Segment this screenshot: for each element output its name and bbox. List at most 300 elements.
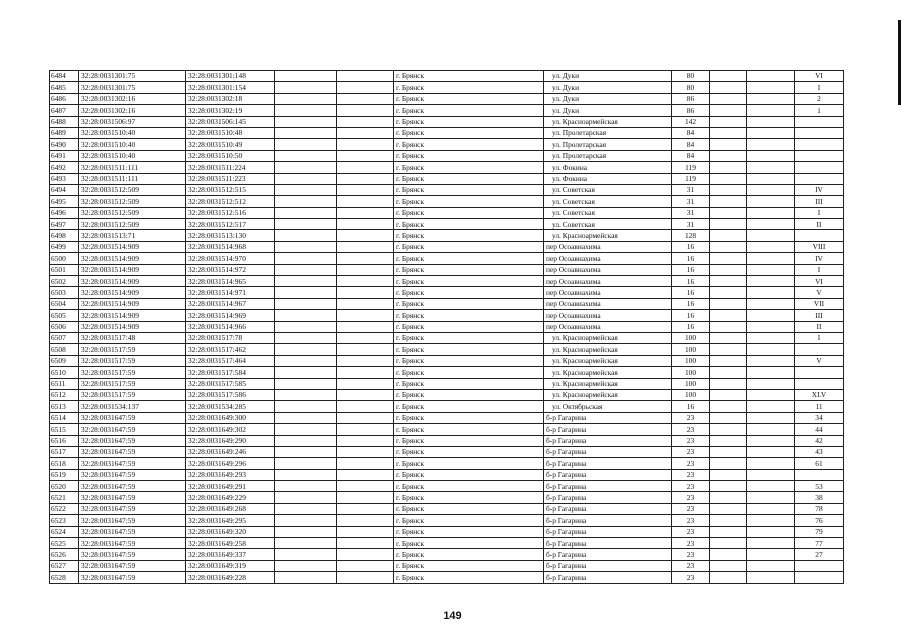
- cell-city: г. Брянск: [394, 492, 544, 503]
- table-row: [50, 310, 844, 321]
- table-row: [50, 412, 844, 423]
- cell-extra: V: [795, 355, 844, 366]
- cell-street: б-р Гагарина: [544, 572, 672, 583]
- cell-city: г. Брянск: [394, 287, 544, 298]
- cell-empty: [275, 424, 337, 435]
- cell-house: 23: [672, 412, 710, 423]
- table-row: [50, 492, 844, 503]
- cell-empty: [337, 253, 394, 264]
- cell-empty: [747, 264, 795, 275]
- cell-num: 6507: [50, 332, 79, 343]
- cell-city: г. Брянск: [394, 184, 544, 195]
- scan-edge-mark: [898, 20, 901, 105]
- cell-parent: 32:28:0031647:59: [79, 435, 186, 446]
- cell-city: г. Брянск: [394, 458, 544, 469]
- cell-city: г. Брянск: [394, 549, 544, 560]
- cell-house: 84: [672, 150, 710, 161]
- cell-street: ул. Красноармейская: [544, 332, 672, 343]
- table-row: [50, 378, 844, 389]
- cell-empty: [747, 367, 795, 378]
- cell-empty: [747, 549, 795, 560]
- cell-cad: 32:28:0031534:285: [186, 401, 275, 412]
- cell-empty: [337, 355, 394, 366]
- cell-empty: [747, 162, 795, 173]
- table-row: [50, 230, 844, 241]
- cell-city: г. Брянск: [394, 196, 544, 207]
- cell-street: пер Осоавиахима: [544, 321, 672, 332]
- cell-empty: [710, 560, 747, 571]
- cell-parent: 32:28:0031647:59: [79, 446, 186, 457]
- table-row: [50, 162, 844, 173]
- cell-num: 6505: [50, 310, 79, 321]
- cell-parent: 32:28:0031302:16: [79, 93, 186, 104]
- cell-parent: 32:28:0031514:909: [79, 310, 186, 321]
- cell-city: г. Брянск: [394, 503, 544, 514]
- cell-city: г. Брянск: [394, 332, 544, 343]
- cell-empty: [337, 332, 394, 343]
- cell-empty: [747, 469, 795, 480]
- cell-empty: [275, 276, 337, 287]
- cell-parent: 32:28:0031302:16: [79, 105, 186, 116]
- cell-empty: [710, 321, 747, 332]
- cell-city: г. Брянск: [394, 276, 544, 287]
- cell-parent: 32:28:0031514:909: [79, 241, 186, 252]
- cell-city: г. Брянск: [394, 412, 544, 423]
- table-row: [50, 515, 844, 526]
- cell-empty: [337, 196, 394, 207]
- cell-street: б-р Гагарина: [544, 560, 672, 571]
- cell-house: 119: [672, 173, 710, 184]
- cell-empty: [747, 150, 795, 161]
- cell-empty: [747, 287, 795, 298]
- cell-num: 6500: [50, 253, 79, 264]
- cell-empty: [337, 446, 394, 457]
- cell-empty: [747, 389, 795, 400]
- cell-extra: [795, 367, 844, 378]
- cell-empty: [337, 139, 394, 150]
- cell-street: пер Осоавиахима: [544, 298, 672, 309]
- cell-parent: 32:28:0031647:59: [79, 560, 186, 571]
- cell-parent: 32:28:0031647:59: [79, 412, 186, 423]
- cell-extra: [795, 560, 844, 571]
- cell-empty: [337, 298, 394, 309]
- cell-city: г. Брянск: [394, 173, 544, 184]
- table-row: [50, 207, 844, 218]
- table-row: [50, 219, 844, 230]
- cell-house: 100: [672, 355, 710, 366]
- cell-parent: 32:28:0031647:59: [79, 572, 186, 583]
- cell-empty: [710, 82, 747, 93]
- cell-street: б-р Гагарина: [544, 469, 672, 480]
- cell-cad: 32:28:0031512:515: [186, 184, 275, 195]
- cell-house: 142: [672, 116, 710, 127]
- cell-num: 6494: [50, 184, 79, 195]
- cell-num: 6502: [50, 276, 79, 287]
- cell-cad: 32:28:0031302:19: [186, 105, 275, 116]
- cell-num: 6521: [50, 492, 79, 503]
- cell-empty: [275, 219, 337, 230]
- cell-empty: [337, 219, 394, 230]
- cell-empty: [275, 492, 337, 503]
- cell-street: пер Осоавиахима: [544, 287, 672, 298]
- cell-empty: [710, 526, 747, 537]
- cell-cad: 32:28:0031517:584: [186, 367, 275, 378]
- cell-city: г. Брянск: [394, 367, 544, 378]
- cell-extra: [795, 230, 844, 241]
- cell-empty: [337, 549, 394, 560]
- cell-num: 6509: [50, 355, 79, 366]
- cell-empty: [275, 93, 337, 104]
- cell-street: б-р Гагарина: [544, 481, 672, 492]
- cell-num: 6496: [50, 207, 79, 218]
- cell-house: 100: [672, 332, 710, 343]
- cell-empty: [337, 526, 394, 537]
- cell-empty: [337, 481, 394, 492]
- cell-city: г. Брянск: [394, 150, 544, 161]
- cell-empty: [275, 572, 337, 583]
- cell-cad: 32:28:0031649:302: [186, 424, 275, 435]
- cell-num: 6522: [50, 503, 79, 514]
- cell-house: 31: [672, 219, 710, 230]
- cell-empty: [747, 298, 795, 309]
- table-row: [50, 503, 844, 514]
- cell-street: ул. Дуки: [544, 71, 672, 82]
- cell-extra: 38: [795, 492, 844, 503]
- table-row: [50, 71, 844, 82]
- property-table: [49, 70, 844, 584]
- table-row: [50, 560, 844, 571]
- cell-empty: [710, 298, 747, 309]
- cell-extra: [795, 378, 844, 389]
- cell-parent: 32:28:0031647:59: [79, 424, 186, 435]
- cell-house: 86: [672, 93, 710, 104]
- cell-empty: [710, 150, 747, 161]
- cell-empty: [710, 458, 747, 469]
- cell-cad: 32:28:0031649:228: [186, 572, 275, 583]
- cell-empty: [747, 241, 795, 252]
- cell-cad: 32:28:0031649:290: [186, 435, 275, 446]
- cell-cad: 32:28:0031510:48: [186, 127, 275, 138]
- cell-street: ул. Советская: [544, 219, 672, 230]
- cell-empty: [275, 389, 337, 400]
- cell-cad: 32:28:0031512:512: [186, 196, 275, 207]
- cell-street: ул. Красноармейская: [544, 367, 672, 378]
- cell-cad: 32:28:0031649:300: [186, 412, 275, 423]
- table-row: [50, 458, 844, 469]
- cell-street: б-р Гагарина: [544, 538, 672, 549]
- cell-empty: [747, 538, 795, 549]
- cell-empty: [275, 82, 337, 93]
- cell-empty: [337, 162, 394, 173]
- cell-parent: 32:28:0031512:509: [79, 219, 186, 230]
- cell-street: б-р Гагарина: [544, 515, 672, 526]
- cell-house: 23: [672, 435, 710, 446]
- cell-empty: [337, 503, 394, 514]
- cell-num: 6515: [50, 424, 79, 435]
- cell-empty: [710, 196, 747, 207]
- cell-empty: [710, 446, 747, 457]
- cell-empty: [747, 401, 795, 412]
- cell-parent: 32:28:0031647:59: [79, 458, 186, 469]
- cell-empty: [337, 173, 394, 184]
- cell-house: 31: [672, 196, 710, 207]
- cell-num: 6484: [50, 71, 79, 82]
- cell-num: 6513: [50, 401, 79, 412]
- cell-city: г. Брянск: [394, 355, 544, 366]
- cell-empty: [337, 401, 394, 412]
- cell-empty: [710, 389, 747, 400]
- cell-parent: 32:28:0031517:59: [79, 344, 186, 355]
- cell-num: 6523: [50, 515, 79, 526]
- cell-parent: 32:28:0031517:59: [79, 378, 186, 389]
- cell-parent: 32:28:0031511:111: [79, 162, 186, 173]
- cell-empty: [275, 230, 337, 241]
- cell-street: ул. Советская: [544, 207, 672, 218]
- cell-street: б-р Гагарина: [544, 549, 672, 560]
- cell-cad: 32:28:0031514:971: [186, 287, 275, 298]
- cell-cad: 32:28:0031517:586: [186, 389, 275, 400]
- cell-empty: [275, 481, 337, 492]
- cell-num: 6518: [50, 458, 79, 469]
- cell-street: б-р Гагарина: [544, 458, 672, 469]
- cell-street: ул. Дуки: [544, 105, 672, 116]
- cell-parent: 32:28:0031517:59: [79, 389, 186, 400]
- cell-city: г. Брянск: [394, 298, 544, 309]
- cell-extra: II: [795, 321, 844, 332]
- cell-cad: 32:28:0031512:516: [186, 207, 275, 218]
- cell-street: ул. Красноармейская: [544, 230, 672, 241]
- cell-empty: [710, 219, 747, 230]
- cell-num: 6501: [50, 264, 79, 275]
- cell-cad: 32:28:0031514:970: [186, 253, 275, 264]
- cell-empty: [747, 310, 795, 321]
- cell-city: г. Брянск: [394, 207, 544, 218]
- cell-street: ул. Дуки: [544, 93, 672, 104]
- cell-street: ул. Советская: [544, 184, 672, 195]
- cell-house: 16: [672, 321, 710, 332]
- cell-empty: [747, 276, 795, 287]
- table-row: [50, 446, 844, 457]
- table-row: [50, 116, 844, 127]
- cell-street: б-р Гагарина: [544, 526, 672, 537]
- cell-empty: [710, 355, 747, 366]
- cell-empty: [337, 207, 394, 218]
- cell-cad: 32:28:0031517:462: [186, 344, 275, 355]
- cell-extra: 79: [795, 526, 844, 537]
- cell-empty: [275, 127, 337, 138]
- cell-street: пер Осоавиахима: [544, 276, 672, 287]
- cell-street: б-р Гагарина: [544, 492, 672, 503]
- cell-parent: 32:28:0031647:59: [79, 481, 186, 492]
- cell-house: 119: [672, 162, 710, 173]
- cell-parent: 32:28:0031506:97: [79, 116, 186, 127]
- cell-empty: [747, 481, 795, 492]
- cell-num: 6490: [50, 139, 79, 150]
- cell-house: 23: [672, 481, 710, 492]
- cell-extra: III: [795, 196, 844, 207]
- cell-house: 84: [672, 127, 710, 138]
- table-row: [50, 401, 844, 412]
- cell-cad: 32:28:0031649:296: [186, 458, 275, 469]
- cell-empty: [710, 412, 747, 423]
- cell-empty: [747, 572, 795, 583]
- cell-empty: [747, 253, 795, 264]
- cell-empty: [710, 184, 747, 195]
- cell-house: 16: [672, 401, 710, 412]
- cell-extra: XLV: [795, 389, 844, 400]
- cell-empty: [747, 560, 795, 571]
- cell-cad: 32:28:0031514:972: [186, 264, 275, 275]
- cell-empty: [710, 401, 747, 412]
- cell-empty: [337, 230, 394, 241]
- cell-empty: [747, 207, 795, 218]
- cell-empty: [337, 492, 394, 503]
- cell-extra: [795, 469, 844, 480]
- cell-extra: 61: [795, 458, 844, 469]
- cell-empty: [337, 310, 394, 321]
- cell-house: 23: [672, 526, 710, 537]
- cell-num: 6527: [50, 560, 79, 571]
- cell-parent: 32:28:0031514:909: [79, 276, 186, 287]
- cell-empty: [275, 378, 337, 389]
- cell-parent: 32:28:0031514:909: [79, 298, 186, 309]
- cell-num: 6491: [50, 150, 79, 161]
- table-row: [50, 287, 844, 298]
- table-row: [50, 173, 844, 184]
- cell-empty: [337, 389, 394, 400]
- cell-street: б-р Гагарина: [544, 412, 672, 423]
- cell-parent: 32:28:0031647:59: [79, 549, 186, 560]
- cell-empty: [710, 264, 747, 275]
- cell-empty: [337, 321, 394, 332]
- cell-city: г. Брянск: [394, 424, 544, 435]
- cell-empty: [337, 71, 394, 82]
- cell-cad: 32:28:0031513:130: [186, 230, 275, 241]
- cell-num: 6519: [50, 469, 79, 480]
- cell-extra: VI: [795, 71, 844, 82]
- cell-empty: [710, 572, 747, 583]
- cell-empty: [747, 526, 795, 537]
- cell-extra: [795, 162, 844, 173]
- cell-city: г. Брянск: [394, 481, 544, 492]
- cell-city: г. Брянск: [394, 241, 544, 252]
- cell-empty: [337, 93, 394, 104]
- cell-street: ул. Фокина: [544, 162, 672, 173]
- cell-empty: [337, 560, 394, 571]
- cell-empty: [275, 298, 337, 309]
- cell-parent: 32:28:0031517:59: [79, 367, 186, 378]
- table-row: [50, 241, 844, 252]
- cell-house: 16: [672, 310, 710, 321]
- cell-cad: 32:28:0031514:968: [186, 241, 275, 252]
- table-row: [50, 127, 844, 138]
- table-row: [50, 389, 844, 400]
- cell-street: б-р Гагарина: [544, 446, 672, 457]
- cell-empty: [337, 116, 394, 127]
- cell-empty: [747, 378, 795, 389]
- cell-empty: [275, 549, 337, 560]
- table-row: [50, 538, 844, 549]
- cell-num: 6516: [50, 435, 79, 446]
- cell-parent: 32:28:0031647:59: [79, 538, 186, 549]
- cell-empty: [710, 344, 747, 355]
- cell-street: ул. Пролетарская: [544, 139, 672, 150]
- cell-city: г. Брянск: [394, 264, 544, 275]
- cell-house: 23: [672, 503, 710, 514]
- cell-street: ул. Красноармейская: [544, 389, 672, 400]
- cell-city: г. Брянск: [394, 127, 544, 138]
- cell-empty: [710, 492, 747, 503]
- table-row: [50, 367, 844, 378]
- cell-num: 6520: [50, 481, 79, 492]
- cell-empty: [275, 310, 337, 321]
- cell-house: 23: [672, 458, 710, 469]
- cell-house: 16: [672, 298, 710, 309]
- cell-empty: [747, 446, 795, 457]
- table-row: [50, 435, 844, 446]
- cell-empty: [747, 71, 795, 82]
- cell-house: 23: [672, 446, 710, 457]
- cell-street: ул. Красноармейская: [544, 378, 672, 389]
- cell-house: 100: [672, 367, 710, 378]
- cell-parent: 32:28:0031301:75: [79, 82, 186, 93]
- cell-empty: [747, 458, 795, 469]
- cell-extra: [795, 116, 844, 127]
- cell-empty: [337, 287, 394, 298]
- cell-num: 6506: [50, 321, 79, 332]
- cell-empty: [275, 344, 337, 355]
- cell-cad: 32:28:0031514:969: [186, 310, 275, 321]
- cell-empty: [275, 162, 337, 173]
- cell-empty: [710, 481, 747, 492]
- cell-num: 6508: [50, 344, 79, 355]
- cell-cad: 32:28:0031517:464: [186, 355, 275, 366]
- table-row: [50, 196, 844, 207]
- cell-city: г. Брянск: [394, 526, 544, 537]
- cell-empty: [275, 458, 337, 469]
- cell-empty: [710, 93, 747, 104]
- cell-empty: [275, 207, 337, 218]
- cell-empty: [747, 93, 795, 104]
- cell-house: 31: [672, 207, 710, 218]
- cell-city: г. Брянск: [394, 435, 544, 446]
- cell-empty: [275, 116, 337, 127]
- cell-extra: [795, 127, 844, 138]
- cell-empty: [710, 162, 747, 173]
- cell-extra: 27: [795, 549, 844, 560]
- cell-city: г. Брянск: [394, 105, 544, 116]
- cell-num: 6488: [50, 116, 79, 127]
- cell-empty: [337, 378, 394, 389]
- cell-parent: 32:28:0031301:75: [79, 71, 186, 82]
- table-row: [50, 253, 844, 264]
- cell-parent: 32:28:0031647:59: [79, 492, 186, 503]
- cell-house: 16: [672, 276, 710, 287]
- table-row: [50, 276, 844, 287]
- cell-extra: [795, 344, 844, 355]
- cell-cad: 32:28:0031514:966: [186, 321, 275, 332]
- cell-empty: [710, 253, 747, 264]
- cell-empty: [275, 355, 337, 366]
- cell-extra: V: [795, 287, 844, 298]
- cell-city: г. Брянск: [394, 82, 544, 93]
- cell-empty: [747, 105, 795, 116]
- cell-city: г. Брянск: [394, 560, 544, 571]
- cell-city: г. Брянск: [394, 538, 544, 549]
- cell-house: 100: [672, 389, 710, 400]
- table-row: [50, 549, 844, 560]
- cell-parent: 32:28:0031513:71: [79, 230, 186, 241]
